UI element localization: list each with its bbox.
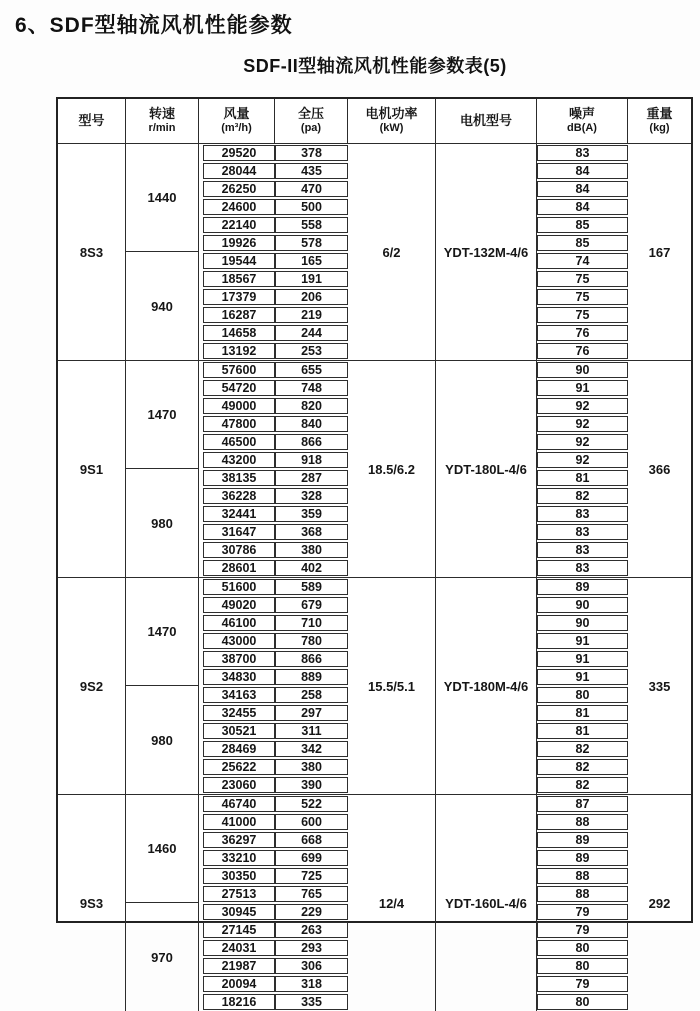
flow-value-cell: 30786 (203, 542, 275, 558)
motor-power-cell: 18.5/6.2 (348, 361, 436, 577)
pressure-value-cell: 359 (275, 506, 348, 522)
pressure-value-cell: 589 (275, 579, 348, 595)
header-power (348, 99, 436, 143)
pressure-value-cell: 820 (275, 398, 348, 414)
header-flow-unit: (m³/h) (221, 122, 252, 135)
flow-value-cell: 19544 (203, 253, 275, 269)
flow-value-cell: 24031 (203, 940, 275, 956)
pressure-value-cell: 889 (275, 669, 348, 685)
speed-cell: 1440 (126, 144, 199, 252)
flow-value-cell: 26250 (203, 181, 275, 197)
speed-cell: 1460 (126, 795, 199, 903)
pressure-value-cell: 297 (275, 705, 348, 721)
pressure-value-cell: 918 (275, 452, 348, 468)
weight-cell: 335 (648, 678, 671, 694)
speed-cell: 1470 (126, 361, 199, 469)
noise-value-cell: 83 (537, 506, 628, 522)
pressure-value-cell: 765 (275, 886, 348, 902)
flow-value-cell: 20094 (203, 976, 275, 992)
flow-value-cell: 27513 (203, 886, 275, 902)
noise-value-cell: 79 (537, 904, 628, 920)
flow-value-cell: 13192 (203, 343, 275, 359)
pressure-value-cell: 679 (275, 597, 348, 613)
noise-value-cell: 87 (537, 796, 628, 812)
flow-value-cell: 28044 (203, 163, 275, 179)
pressure-value-cell: 287 (275, 470, 348, 486)
flow-value-cell: 14658 (203, 325, 275, 341)
pressure-value-cell: 244 (275, 325, 348, 341)
noise-value-cell: 81 (537, 723, 628, 739)
header-pressure (275, 99, 348, 143)
noise-value-cell: 82 (537, 777, 628, 793)
model-cell: 9S3 (58, 795, 126, 1011)
header-flow (199, 99, 275, 143)
flow-value-cell: 16287 (203, 307, 275, 323)
pressure-value-cell: 435 (275, 163, 348, 179)
pressure-value-cell: 206 (275, 289, 348, 305)
motor-model-cell: YDT-180L-4/6 (436, 361, 537, 577)
flow-value-cell: 23060 (203, 777, 275, 793)
noise-value-cell: 83 (537, 524, 628, 540)
fan-performance-table (56, 97, 693, 1009)
model-cell: 9S2 (58, 578, 126, 794)
flow-value-cell: 43200 (203, 452, 275, 468)
noise-value-cell: 76 (537, 325, 628, 341)
pressure-value-cell: 258 (275, 687, 348, 703)
table-title: SDF-II型轴流风机性能参数表(5) (243, 56, 507, 76)
flow-value-cell: 19926 (203, 235, 275, 251)
page-title: 6、SDF型轴流风机性能参数 (15, 14, 293, 37)
flow-value-cell: 32441 (203, 506, 275, 522)
noise-value-cell: 92 (537, 398, 628, 414)
header-motor-model-label: 电机型号 (459, 112, 512, 128)
flow-value-cell: 47800 (203, 416, 275, 432)
weight-cell: 366 (648, 461, 671, 477)
speed-cell: 940 (126, 252, 199, 360)
pressure-value-cell: 780 (275, 633, 348, 649)
motor-power-cell: 12/4 (348, 795, 436, 1011)
noise-value-cell: 89 (537, 832, 628, 848)
noise-value-cell: 90 (537, 615, 628, 631)
noise-value-cell: 80 (537, 958, 628, 974)
header-model-label: 型号 (78, 112, 105, 128)
pressure-value-cell: 311 (275, 723, 348, 739)
header-weight-label: 重量 (646, 106, 673, 122)
flow-value-cell: 49020 (203, 597, 275, 613)
header-weight (628, 99, 691, 143)
flow-value-cell: 51600 (203, 579, 275, 595)
motor-power-cell: 15.5/5.1 (348, 578, 436, 794)
speed-cell: 980 (126, 686, 199, 794)
pressure-value-cell: 378 (275, 145, 348, 161)
noise-value-cell: 82 (537, 759, 628, 775)
flow-value-cell: 43000 (203, 633, 275, 649)
model-cell: 8S3 (58, 144, 126, 360)
pressure-value-cell: 219 (275, 307, 348, 323)
pressure-value-cell: 342 (275, 741, 348, 757)
pressure-value-cell: 335 (275, 994, 348, 1010)
flow-value-cell: 22140 (203, 217, 275, 233)
noise-value-cell: 79 (537, 922, 628, 938)
noise-value-cell: 85 (537, 217, 628, 233)
pressure-value-cell: 748 (275, 380, 348, 396)
header-noise-unit: dB(A) (567, 122, 597, 135)
weight-cell: 167 (648, 244, 671, 260)
pressure-value-cell: 522 (275, 796, 348, 812)
pressure-value-cell: 655 (275, 362, 348, 378)
pressure-value-cell: 470 (275, 181, 348, 197)
pressure-value-cell: 306 (275, 958, 348, 974)
noise-value-cell: 84 (537, 181, 628, 197)
noise-value-cell: 83 (537, 542, 628, 558)
header-speed (126, 99, 199, 143)
flow-value-cell: 18216 (203, 994, 275, 1010)
flow-value-cell: 54720 (203, 380, 275, 396)
table-header-row (58, 99, 691, 144)
pressure-value-cell: 253 (275, 343, 348, 359)
pressure-value-cell: 318 (275, 976, 348, 992)
noise-value-cell: 91 (537, 380, 628, 396)
pressure-value-cell: 558 (275, 217, 348, 233)
flow-value-cell: 30521 (203, 723, 275, 739)
flow-value-cell: 30350 (203, 868, 275, 884)
noise-value-cell: 88 (537, 868, 628, 884)
pressure-value-cell: 380 (275, 542, 348, 558)
pressure-value-cell: 263 (275, 922, 348, 938)
noise-value-cell: 91 (537, 633, 628, 649)
flow-value-cell: 57600 (203, 362, 275, 378)
noise-value-cell: 90 (537, 362, 628, 378)
pressure-value-cell: 380 (275, 759, 348, 775)
flow-value-cell: 49000 (203, 398, 275, 414)
flow-value-cell: 31647 (203, 524, 275, 540)
flow-value-cell: 21987 (203, 958, 275, 974)
pressure-value-cell: 191 (275, 271, 348, 287)
flow-value-cell: 24600 (203, 199, 275, 215)
noise-value-cell: 75 (537, 271, 628, 287)
pressure-value-cell: 165 (275, 253, 348, 269)
pressure-value-cell: 402 (275, 560, 348, 576)
noise-value-cell: 74 (537, 253, 628, 269)
flow-value-cell: 28469 (203, 741, 275, 757)
noise-value-cell: 80 (537, 940, 628, 956)
speed-cell: 980 (126, 469, 199, 577)
pressure-value-cell: 866 (275, 434, 348, 450)
flow-value-cell: 33210 (203, 850, 275, 866)
noise-value-cell: 82 (537, 488, 628, 504)
flow-value-cell: 38135 (203, 470, 275, 486)
header-power-unit: (kW) (379, 122, 404, 135)
model-group-9S1 (58, 361, 691, 578)
noise-value-cell: 79 (537, 976, 628, 992)
pressure-value-cell: 840 (275, 416, 348, 432)
noise-value-cell: 92 (537, 434, 628, 450)
speed-cell: 1470 (126, 578, 199, 686)
header-pressure-label: 全压 (297, 106, 324, 122)
noise-value-cell: 83 (537, 145, 628, 161)
flow-value-cell: 17379 (203, 289, 275, 305)
noise-value-cell: 85 (537, 235, 628, 251)
header-noise-label: 噪声 (568, 106, 595, 122)
header-pressure-unit: (pa) (300, 122, 322, 135)
flow-value-cell: 36228 (203, 488, 275, 504)
pressure-value-cell: 390 (275, 777, 348, 793)
flow-value-cell: 28601 (203, 560, 275, 576)
noise-value-cell: 81 (537, 705, 628, 721)
motor-power-cell: 6/2 (348, 144, 436, 360)
noise-value-cell: 75 (537, 289, 628, 305)
noise-value-cell: 92 (537, 452, 628, 468)
weight-cell: 292 (648, 895, 671, 911)
noise-value-cell: 75 (537, 307, 628, 323)
table-body (58, 144, 691, 1011)
motor-model-cell: YDT-180M-4/6 (436, 578, 537, 794)
header-noise (537, 99, 628, 143)
pressure-value-cell: 578 (275, 235, 348, 251)
noise-value-cell: 92 (537, 416, 628, 432)
header-power-label: 电机功率 (365, 106, 418, 122)
pressure-value-cell: 668 (275, 832, 348, 848)
model-group-9S3 (58, 795, 691, 1011)
flow-value-cell: 29520 (203, 145, 275, 161)
noise-value-cell: 89 (537, 579, 628, 595)
pressure-value-cell: 866 (275, 651, 348, 667)
pressure-value-cell: 368 (275, 524, 348, 540)
noise-value-cell: 81 (537, 470, 628, 486)
model-group-9S2 (58, 578, 691, 795)
noise-value-cell: 91 (537, 651, 628, 667)
pressure-value-cell: 710 (275, 615, 348, 631)
pressure-value-cell: 500 (275, 199, 348, 215)
flow-value-cell: 41000 (203, 814, 275, 830)
flow-value-cell: 25622 (203, 759, 275, 775)
flow-value-cell: 30945 (203, 904, 275, 920)
noise-value-cell: 80 (537, 687, 628, 703)
flow-value-cell: 36297 (203, 832, 275, 848)
header-speed-unit: r/min (148, 122, 176, 135)
motor-model-cell: YDT-160L-4/6 (436, 795, 537, 1011)
header-speed-label: 转速 (148, 106, 175, 122)
noise-value-cell: 91 (537, 669, 628, 685)
header-motor-model (436, 99, 537, 143)
flow-value-cell: 32455 (203, 705, 275, 721)
flow-value-cell: 38700 (203, 651, 275, 667)
flow-value-cell: 34830 (203, 669, 275, 685)
model-group-8S3 (58, 144, 691, 361)
flow-value-cell: 18567 (203, 271, 275, 287)
noise-value-cell: 76 (537, 343, 628, 359)
pressure-value-cell: 600 (275, 814, 348, 830)
noise-value-cell: 80 (537, 994, 628, 1010)
header-model (58, 99, 126, 143)
noise-value-cell: 88 (537, 814, 628, 830)
noise-value-cell: 88 (537, 886, 628, 902)
flow-value-cell: 27145 (203, 922, 275, 938)
noise-value-cell: 84 (537, 199, 628, 215)
pressure-value-cell: 293 (275, 940, 348, 956)
pressure-value-cell: 328 (275, 488, 348, 504)
header-flow-label: 风量 (223, 106, 250, 122)
flow-value-cell: 34163 (203, 687, 275, 703)
model-cell: 9S1 (58, 361, 126, 577)
pressure-value-cell: 699 (275, 850, 348, 866)
noise-value-cell: 82 (537, 741, 628, 757)
motor-model-cell: YDT-132M-4/6 (436, 144, 537, 360)
flow-value-cell: 46500 (203, 434, 275, 450)
flow-value-cell: 46740 (203, 796, 275, 812)
noise-value-cell: 84 (537, 163, 628, 179)
pressure-value-cell: 725 (275, 868, 348, 884)
noise-value-cell: 90 (537, 597, 628, 613)
header-weight-unit: (kg) (649, 122, 670, 135)
noise-value-cell: 83 (537, 560, 628, 576)
pressure-value-cell: 229 (275, 904, 348, 920)
flow-value-cell: 46100 (203, 615, 275, 631)
speed-cell: 970 (126, 903, 199, 1011)
noise-value-cell: 89 (537, 850, 628, 866)
